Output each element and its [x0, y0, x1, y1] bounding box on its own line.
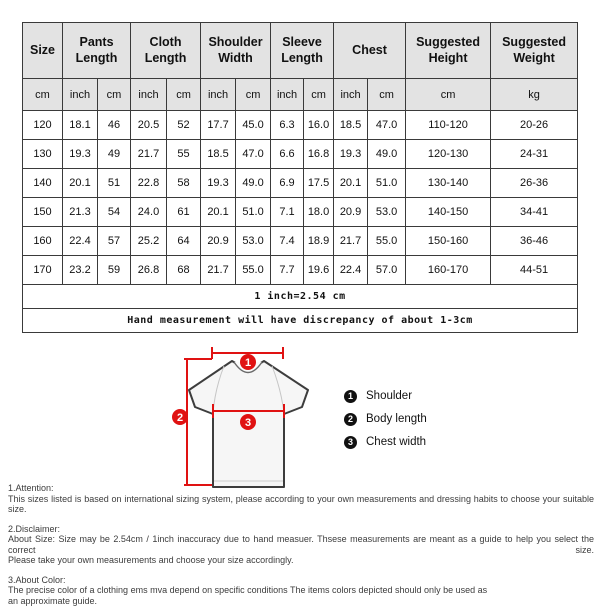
table-cell: 44-51	[491, 256, 578, 285]
table-cell: 26-36	[491, 169, 578, 198]
table-cell: 51.0	[236, 198, 271, 227]
table-row	[23, 198, 578, 227]
table-cell: 20.9	[334, 198, 368, 227]
column-header: Shoulder Width	[201, 23, 271, 79]
column-header: Sleeve Length	[271, 23, 334, 79]
table-cell: 7.4	[271, 227, 304, 256]
legend-label: Chest width	[366, 436, 426, 448]
table-cell: 6.6	[271, 140, 304, 169]
table-row	[23, 79, 578, 111]
table-cell: 57	[98, 227, 131, 256]
table-cell: 55	[167, 140, 201, 169]
about-color-line2: an approximate guide.	[8, 596, 594, 606]
table-cell: 68	[167, 256, 201, 285]
unit-header: cm	[368, 79, 406, 111]
table-cell: 17.7	[201, 111, 236, 140]
table-cell: 160	[23, 227, 63, 256]
table-row	[23, 111, 578, 140]
tshirt-measurement-diagram	[158, 345, 328, 495]
legend-item-body-length	[344, 412, 427, 426]
table-cell: 51.0	[368, 169, 406, 198]
table-cell: 110-120	[406, 111, 491, 140]
unit-header: inch	[131, 79, 167, 111]
shoulder-badge-number: 1	[245, 357, 251, 369]
size-chart-table	[22, 22, 578, 333]
table-cell: 150-160	[406, 227, 491, 256]
table-cell: 17.5	[304, 169, 334, 198]
table-cell: 20.1	[334, 169, 368, 198]
table-cell: 140-150	[406, 198, 491, 227]
table-cell: 6.3	[271, 111, 304, 140]
column-header: Cloth Length	[131, 23, 201, 79]
table-cell: 16.8	[304, 140, 334, 169]
unit-header: cm	[304, 79, 334, 111]
table-cell: 55.0	[236, 256, 271, 285]
table-cell: 46	[98, 111, 131, 140]
unit-header: inch	[201, 79, 236, 111]
unit-header: cm	[236, 79, 271, 111]
unit-header: kg	[491, 79, 578, 111]
table-cell: 52	[167, 111, 201, 140]
table-cell: 21.7	[131, 140, 167, 169]
unit-header: cm	[406, 79, 491, 111]
table-cell: 19.3	[334, 140, 368, 169]
table-row	[23, 23, 578, 79]
number-3-icon: 3	[344, 436, 357, 449]
legend-item-chest-width	[344, 435, 427, 449]
measurement-legend	[344, 389, 427, 458]
table-cell: 20-26	[491, 111, 578, 140]
table-cell: 59	[98, 256, 131, 285]
table-cell: 53.0	[368, 198, 406, 227]
table-cell: 21.3	[63, 198, 98, 227]
unit-header: cm	[98, 79, 131, 111]
table-body	[23, 111, 578, 285]
table-footnotes	[23, 285, 578, 333]
legend-item-shoulder	[344, 389, 427, 403]
table-cell: 19.3	[201, 169, 236, 198]
about-color-title: 3.About Color:	[8, 575, 594, 586]
table-cell: 18.0	[304, 198, 334, 227]
table-cell: 53.0	[236, 227, 271, 256]
table-cell: 45.0	[236, 111, 271, 140]
table-row	[23, 285, 578, 309]
table-cell: 20.1	[63, 169, 98, 198]
table-cell: 7.1	[271, 198, 304, 227]
legend-label: Shoulder	[366, 390, 412, 402]
table-cell: 140	[23, 169, 63, 198]
column-header: Suggested Height	[406, 23, 491, 79]
column-header: Size	[23, 23, 63, 79]
column-header: Pants Length	[63, 23, 131, 79]
attention-title: 1.Attention:	[8, 483, 594, 494]
unit-header: inch	[271, 79, 304, 111]
table-cell: 57.0	[368, 256, 406, 285]
table-cell: 47.0	[368, 111, 406, 140]
table-cell: 120	[23, 111, 63, 140]
table-cell: 21.7	[201, 256, 236, 285]
hand-measurement-note: Hand measurement will have discrepancy of about 1-3cm	[23, 309, 578, 333]
unit-header: inch	[63, 79, 98, 111]
table-cell: 25.2	[131, 227, 167, 256]
table-cell: 22.4	[63, 227, 98, 256]
table-cell: 58	[167, 169, 201, 198]
table-cell: 22.4	[334, 256, 368, 285]
table-cell: 7.7	[271, 256, 304, 285]
table-row	[23, 256, 578, 285]
unit-header: cm	[167, 79, 201, 111]
table-cell: 20.1	[201, 198, 236, 227]
table-cell: 6.9	[271, 169, 304, 198]
unit-header: inch	[334, 79, 368, 111]
table-cell: 49.0	[236, 169, 271, 198]
number-2-icon: 2	[344, 413, 357, 426]
table-cell: 54	[98, 198, 131, 227]
table-cell: 64	[167, 227, 201, 256]
body-length-badge-number: 2	[177, 412, 183, 424]
table-cell: 20.5	[131, 111, 167, 140]
table-cell: 51	[98, 169, 131, 198]
table-cell: 26.8	[131, 256, 167, 285]
disclaimer-line1: About Size: Size may be 2.54cm / 1inch inaccuracy due to hand measuer. Thsese measurements are meant as a guide to help you select the correct size.	[8, 534, 594, 555]
table-cell: 19.6	[304, 256, 334, 285]
table-cell: 16.0	[304, 111, 334, 140]
unit-header: cm	[23, 79, 63, 111]
table-row	[23, 309, 578, 333]
legend-label: Body length	[366, 413, 427, 425]
table-cell: 170	[23, 256, 63, 285]
table-cell: 120-130	[406, 140, 491, 169]
column-header: Suggested Weight	[491, 23, 578, 79]
table-row	[23, 140, 578, 169]
table-cell: 18.5	[334, 111, 368, 140]
table-cell: 18.5	[201, 140, 236, 169]
disclaimer-title: 2.Disclaimer:	[8, 524, 594, 535]
notes-section	[8, 483, 594, 606]
table-cell: 130-140	[406, 169, 491, 198]
table-cell: 150	[23, 198, 63, 227]
table-cell: 23.2	[63, 256, 98, 285]
table-cell: 55.0	[368, 227, 406, 256]
disclaimer-line2: Please take your own measurements and choose your size accordingly.	[8, 555, 594, 566]
table-cell: 34-41	[491, 198, 578, 227]
table-cell: 130	[23, 140, 63, 169]
table-cell: 20.9	[201, 227, 236, 256]
table-cell: 21.7	[334, 227, 368, 256]
table-cell: 24-31	[491, 140, 578, 169]
table-cell: 19.3	[63, 140, 98, 169]
attention-body: This sizes listed is based on international sizing system, please according to your own measurements and dressing habits to choose your suitable size.	[8, 494, 594, 515]
table-cell: 18.1	[63, 111, 98, 140]
table-cell: 49.0	[368, 140, 406, 169]
table-row	[23, 169, 578, 198]
column-header: Chest	[334, 23, 406, 79]
chest-width-badge-number: 3	[245, 417, 251, 429]
table-header	[23, 23, 578, 111]
inch-conversion-note: 1 inch=2.54 cm	[23, 285, 578, 309]
table-cell: 49	[98, 140, 131, 169]
table-row	[23, 227, 578, 256]
table-cell: 61	[167, 198, 201, 227]
number-1-icon: 1	[344, 390, 357, 403]
about-color-line1: The precise color of a clothing ems mva depend on specific conditions The items colors depicted should only be used as	[8, 585, 594, 596]
table-cell: 24.0	[131, 198, 167, 227]
table-cell: 22.8	[131, 169, 167, 198]
table-cell: 47.0	[236, 140, 271, 169]
table-cell: 18.9	[304, 227, 334, 256]
table-cell: 160-170	[406, 256, 491, 285]
table-cell: 36-46	[491, 227, 578, 256]
